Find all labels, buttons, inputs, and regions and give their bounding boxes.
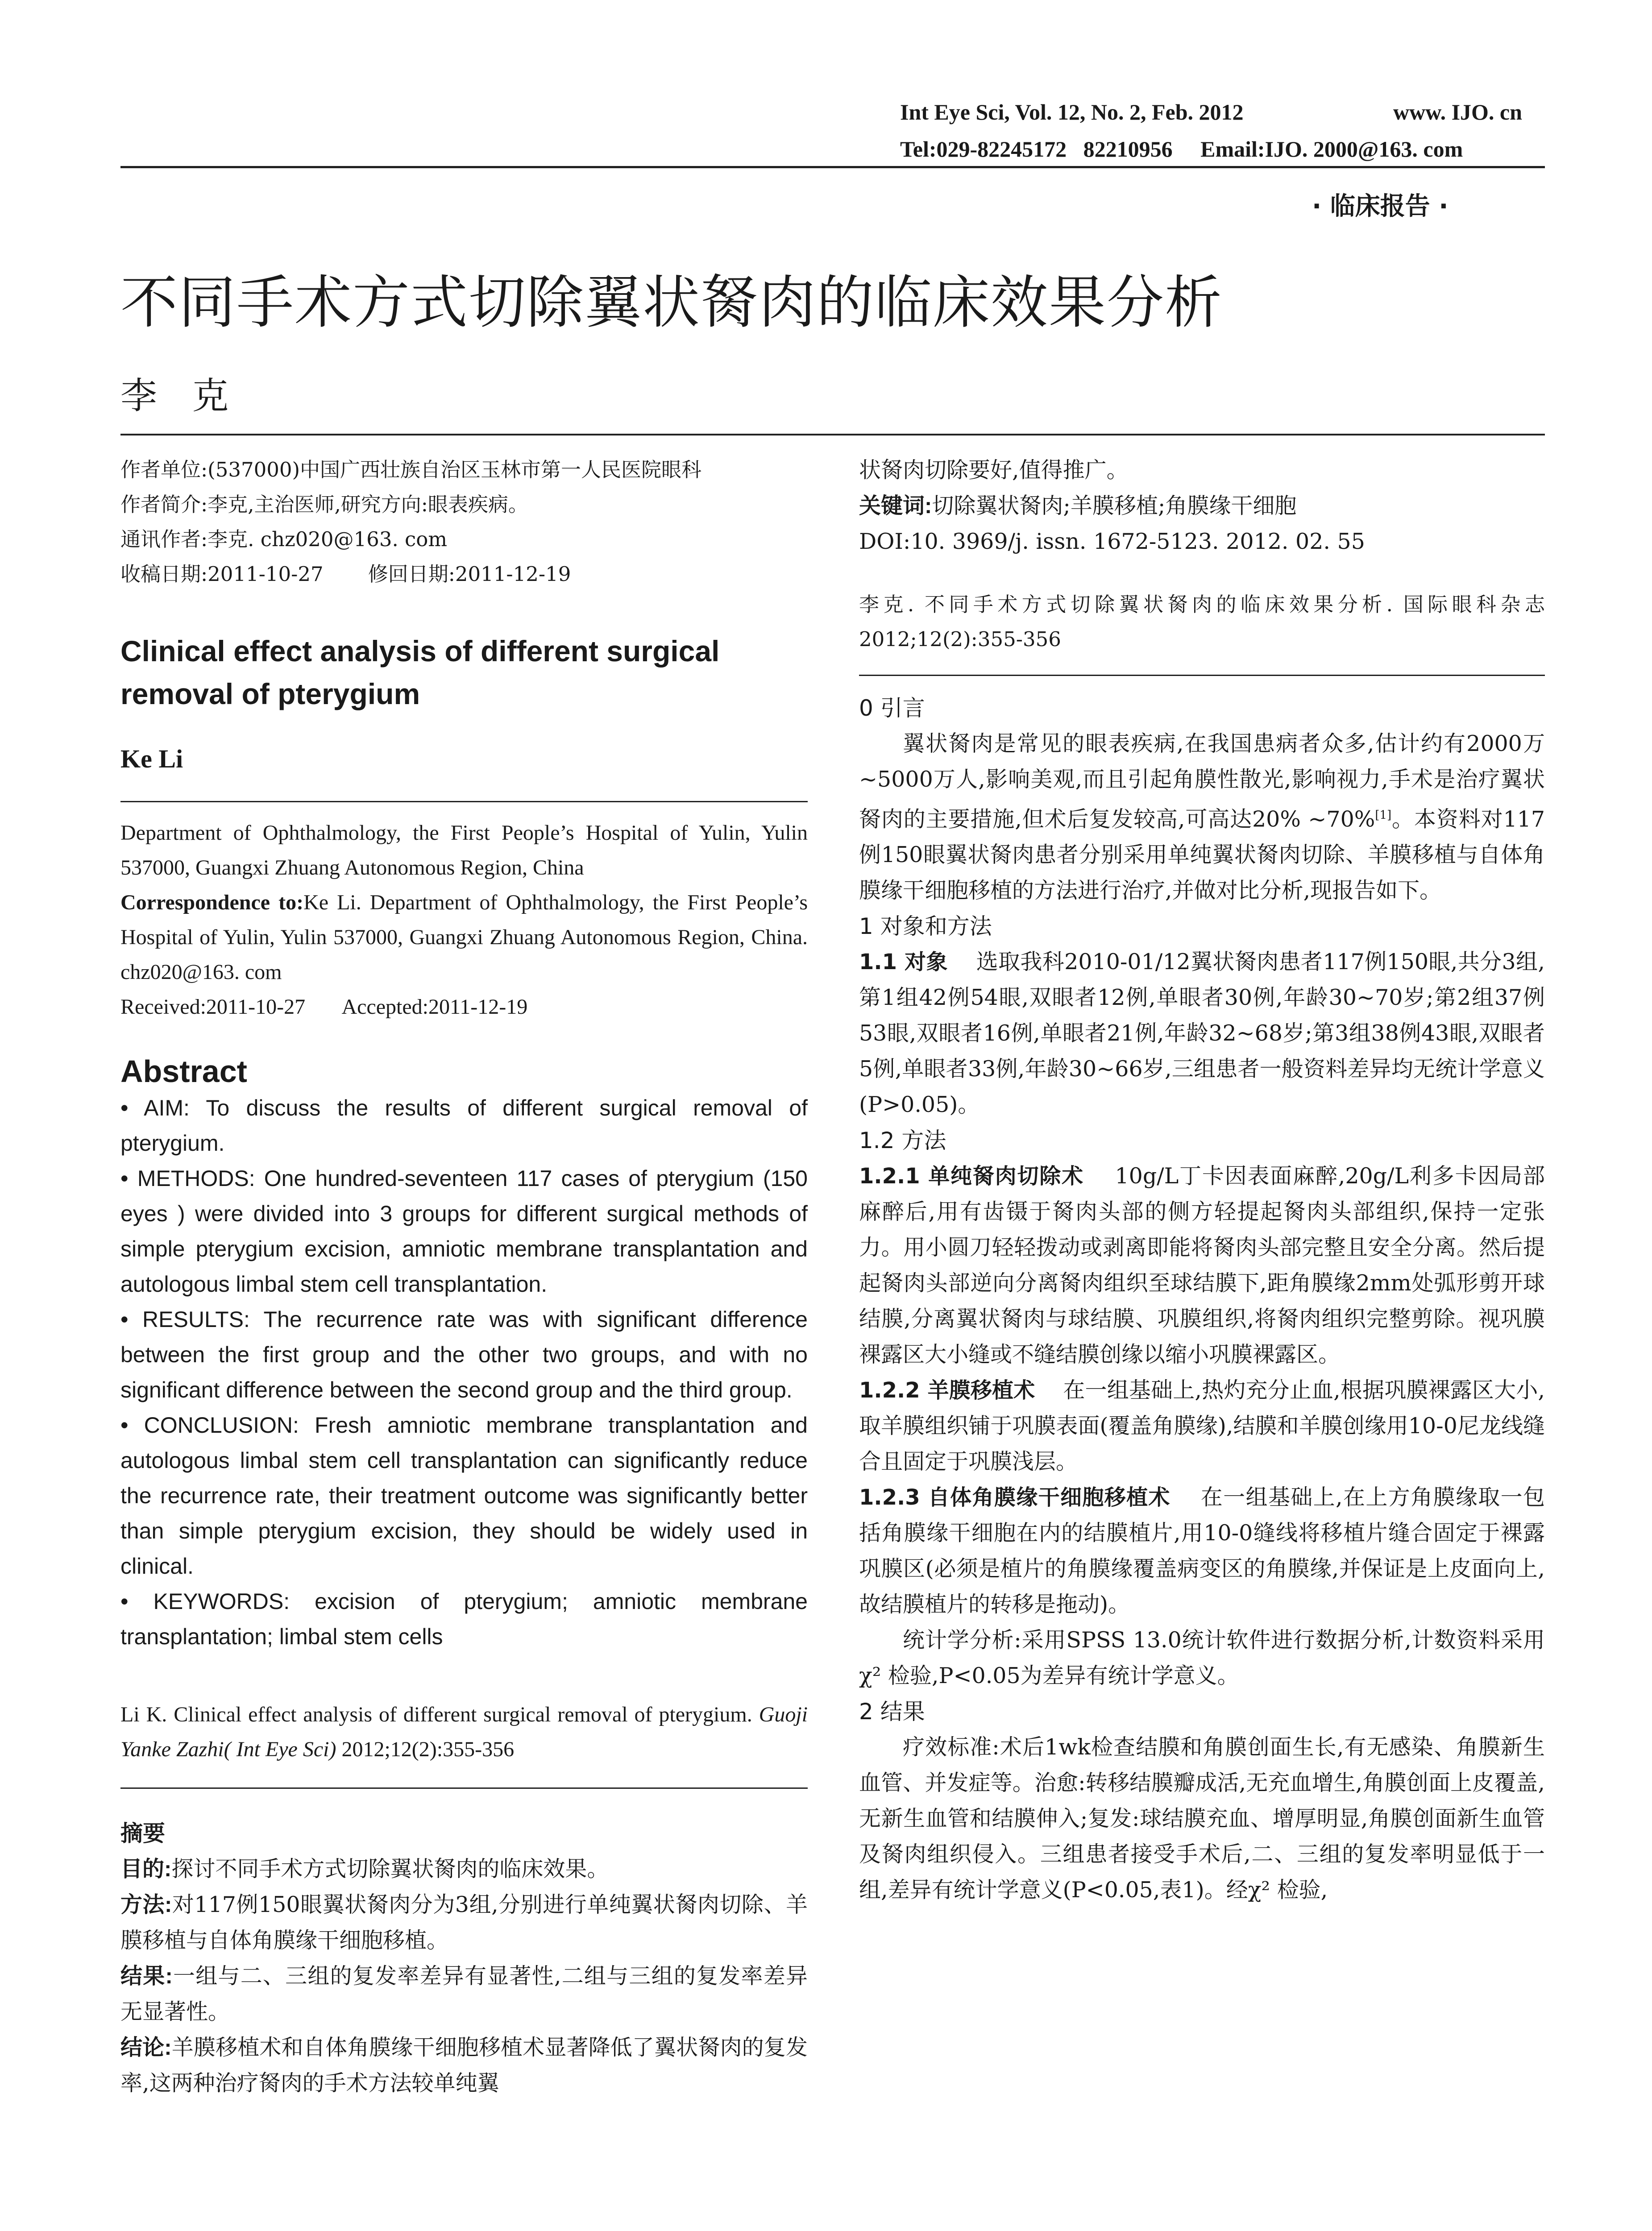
author-info (120, 452, 808, 592)
section-1-2-2 (859, 1373, 1545, 1480)
journal-line: Int Eye Sci, Vol. 12, No. 2, Feb. 2012 (900, 100, 1244, 124)
right-column (859, 452, 1545, 1908)
keywords-text: 切除翼状胬肉;羊膜移植;角膜缘干细胞 (932, 493, 1297, 518)
chinese-abstract-rule (120, 1787, 808, 1789)
english-title: Clinical effect analysis of different surgical removal of pterygium (120, 634, 720, 710)
section-1-2-2-text: 在一组基础上,热灼充分止血,根据巩膜裸露区大小,取羊膜组织铺于巩膜表面(覆盖角膜缘),结膜和羊膜创缘用10-0尼龙线缝合且固定于巩膜浅层。 (859, 1377, 1545, 1475)
section-2-heading: 2 结果 (859, 1699, 925, 1725)
section-1-heading: 1 对象和方法 (859, 913, 992, 940)
section-label: · 临床报告 · (1312, 192, 1449, 221)
english-affiliation: Department of Ophthalmology, the First People’s Hospital of Yulin, Yulin 537000, Guangxi Zhuang Autonomous Region, China (120, 821, 808, 879)
cn-abstract-conclusion: 结论:羊膜移植术和自体角膜缘干细胞移植术显著降低了翼状胬肉的复发率,这两种治疗胬肉的手术方法较单纯翼 (120, 2035, 808, 2096)
chinese-abstract (120, 1851, 808, 2101)
abstract-results: • RESULTS: The recurrence rate was with significant difference between the first group and the other two groups, and with no significant difference between the second group and the third group. (120, 1307, 808, 1402)
chinese-abstract-heading: 摘要 (120, 1820, 165, 1846)
header-rule (120, 166, 1545, 168)
cn-abstract-aim: 目的:探讨不同手术方式切除翼状胬肉的临床效果。 (120, 1856, 609, 1882)
title-rule (120, 434, 1545, 435)
chinese-citation: 李克. 不同手术方式切除翼状胬肉的临床效果分析. 国际眼科杂志 2012;12(2):355-356 (859, 593, 1545, 651)
cn-abstract-results: 结果:一组与二、三组的复发率差异有显著性,二组与三组的复发率差异无显著性。 (120, 1963, 808, 2024)
abstract-aim: • AIM: To discuss the results of different surgical removal of pterygium. (120, 1095, 808, 1156)
section-1-2-3-heading: 1.2.3 自体角膜缘干细胞移植术 (859, 1485, 1171, 1510)
section-0-heading: 0 引言 (859, 695, 925, 721)
statistics-text: 统计学分析:采用SPSS 13.0统计软件进行数据分析,计数资料采用χ² 检验,P<0.05为差异有统计学意义。 (859, 1627, 1545, 1689)
corresponding-author: 通讯作者:李克. chz020@163. com (120, 527, 448, 551)
english-abstract (120, 1091, 808, 1655)
citation-post: 2012;12(2):355-356 (341, 1738, 515, 1761)
section-1-2-heading: 1.2 方法 (859, 1128, 946, 1154)
section-1-2-1-text: 10g/L丁卡因表面麻醉,20g/L利多卡因局部麻醉后,用有齿镊于胬肉头部的侧方轻提起胬肉头部组织,保持一定张力。用小圆刀轻轻拨动或剥离即能将胬肉头部完整且安全分离。然后提起胬肉头部逆向分离胬肉组织至球结膜下,距角膜缘2mm处弧形剪开球结膜,分离翼状胬肉与球结膜、巩膜组织,将胬肉组织完整剪除。视巩膜裸露区大小缝或不缝结膜创缘以缩小巩膜裸露区。 (859, 1163, 1545, 1368)
journal-contact: Tel:029-82245172 82210956 Email:IJO. 2000@163. com (900, 137, 1463, 162)
section-1-1-text: 选取我科2010-01/12翼状胬肉患者117例150眼,共分3组,第1组42例54眼,双眼者12例,单眼者30例,年龄30~70岁;第2组37例53眼,双眼者16例,单眼者21例,年龄32~68岁;第3组38例43眼,双眼者5例,单眼者33例,年龄30~66岁,三组患者一般资料差异均无统计学意义(P>0.05)。 (859, 949, 1545, 1118)
section-1-1 (859, 944, 1545, 1123)
citation-journal: Guoji Yanke Zazhi( Int Eye Sci) (120, 1703, 808, 1761)
citation-pre: Li K. Clinical effect analysis of different surgical removal of pterygium. (120, 1703, 752, 1726)
abstract-continued: 状胬肉切除要好,值得推广。 (859, 457, 1129, 483)
section-0-text: 翼状胬肉是常见的眼表疾病,在我国患病者众多,估计约有2000万~5000万人,影响美观,而且引起角膜性散光,影响视力,手术是治疗翼状胬肉的主要措施,但术后复发较高,可高达20% ~70%[1]。本资料对117例150眼翼状胬肉患者分别采用单纯翼状胬肉切除、羊膜移植与自体角膜缘干细胞移植的方法进行治疗,并做对比分析,现报告如下。 (859, 731, 1545, 904)
correspondence-text: Ke Li. Department of Ophthalmology, the First People’s Hospital of Yulin, Yulin 537000, Guangxi Zhuang Autonomous Region, China. chz020@163. com (120, 891, 808, 984)
cn-abstract-methods: 方法:对117例150眼翼状胬肉分为3组,分别进行单纯翼状胬肉切除、羊膜移植与自体角膜缘干细胞移植。 (120, 1892, 808, 1953)
author-affiliation: 作者单位:(537000)中国广西壮族自治区玉林市第一人民医院眼科 (120, 458, 702, 481)
received-dates: 收稿日期:2011-10-27 修回日期:2011-12-19 (120, 562, 571, 586)
left-column (120, 452, 808, 2101)
keywords (859, 488, 1545, 524)
english-citation (120, 1697, 808, 1767)
english-rule (120, 801, 808, 802)
english-received: Received:2011-10-27 Accepted:2011-12-19 (120, 995, 528, 1019)
section-2-text: 疗效标准:术后1wk检查结膜和角膜创面生长,有无感染、角膜新生血管、并发症等。治愈:转移结膜瓣成活,无充血增生,角膜创面上皮覆盖,无新生血管和结膜伸入;复发:球结膜充血、增厚明显,角膜创面新生血管及胬肉组织侵入。三组患者接受手术后,二、三组的复发率明显低于一组,差异有统计学意义(P<0.05,表1)。经χ² 检验, (859, 1734, 1545, 1903)
english-author: Ke Li (120, 744, 183, 773)
citation-rule (859, 675, 1545, 676)
section-1-2-3 (859, 1480, 1545, 1622)
section-1-2-1-heading: 1.2.1 单纯胬肉切除术 (859, 1164, 1084, 1189)
section-1-1-heading: 1.1 对象 (859, 950, 948, 975)
doi: DOI:10. 3969/j. issn. 1672-5123. 2012. 02. 55 (859, 529, 1365, 554)
abstract-conclusion: • CONCLUSION: Fresh amniotic membrane transplantation and autologous limbal stem cell transplantation can significantly reduce the recurrence rate, their treatment outcome was significantly better than simple pterygium excision, they should be widely used in clinical. (120, 1413, 808, 1579)
correspondence-label: Correspondence to: (120, 891, 304, 914)
keywords-label: 关键词: (859, 494, 932, 518)
abstract-heading: Abstract (120, 1054, 247, 1089)
section-1-2-3-text: 在一组基础上,在上方角膜缘取一包括角膜缘干细胞在内的结膜植片,用10-0缝线将移植片缝合固定于裸露巩膜区(必须是植片的角膜缘覆盖病变区的角膜缘,并保证是上皮面向上,故结膜植片的转移是拖动)。 (859, 1485, 1545, 1617)
author-name: 李 克 (120, 375, 229, 417)
abstract-keywords: • KEYWORDS: excision of pterygium; amniotic membrane transplantation; limbal stem cells (120, 1589, 808, 1649)
english-correspondence (120, 885, 808, 990)
author-bio: 作者简介:李克,主治医师,研究方向:眼表疾病。 (120, 493, 528, 516)
journal-website: www. IJO. cn (1393, 100, 1522, 124)
section-1-2-1 (859, 1158, 1545, 1373)
section-1-2-2-heading: 1.2.2 羊膜移植术 (859, 1378, 1035, 1403)
abstract-methods: • METHODS: One hundred-seventeen 117 cases of pterygium (150 eyes ) were divided into 3 groups for different surgical methods of simple pterygium excision, amniotic membrane transplantation and autologous limbal stem cell transplantation. (120, 1166, 808, 1297)
page-title: 不同手术方式切除翼状胬肉的临床效果分析 (120, 270, 1223, 336)
